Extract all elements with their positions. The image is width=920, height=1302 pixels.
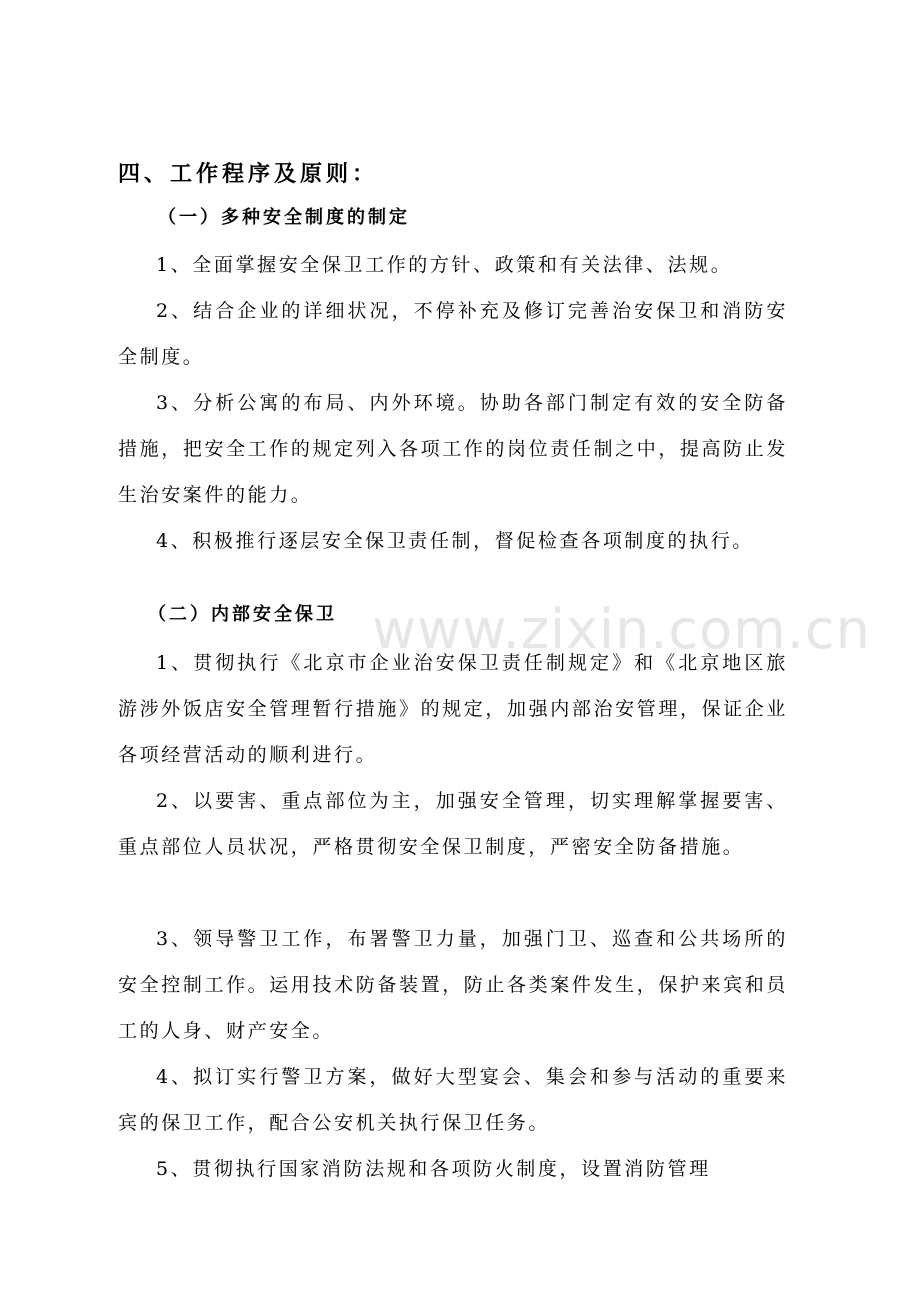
subsection-heading-1: （一）多种安全制度的制定: [158, 207, 410, 228]
paragraph-2-3: 3、领导警卫工作，布署警卫力量，加强门卫、巡查和公共场所的安全控制工作。运用技术防备装置，防止各类案件发生，保护来宾和员工的人身、财产安全。: [118, 928, 788, 1042]
paragraph-2-5: 5、贯彻执行国家消防法规和各项防火制度，设置消防管理: [156, 1158, 711, 1180]
paragraph-2-1: 1、贯彻执行《北京市企业治安保卫责任制规定》和《北京地区旅游涉外饭店安全管理暂行措施》的规定，加强内部治安管理，保证企业各项经营活动的顺利进行。: [118, 652, 788, 766]
section-title: 四、工作程序及原则：: [118, 162, 379, 187]
subsection-heading-2: （二）内部安全保卫: [148, 604, 337, 625]
watermark: www.zixin.com.cn: [372, 598, 871, 661]
paragraph-1-1: 1、全面掌握安全保卫工作的方针、政策和有关法律、法规。: [156, 254, 733, 276]
paragraph-2-4: 4、拟订实行警卫方案，做好大型宴会、集会和参与活动的重要来宾的保卫工作，配合公安机关执行保卫任务。: [118, 1066, 788, 1134]
paragraph-1-4: 4、积极推行逐层安全保卫责任制，督促检查各项制度的执行。: [156, 530, 754, 552]
paragraph-1-2: 2、结合企业的详细状况，不停补充及修订完善治安保卫和消防安全制度。: [118, 300, 788, 368]
paragraph-2-2: 2、以要害、重点部位为主，加强安全管理，切实理解掌握要害、重点部位人员状况，严格贯彻安全保卫制度，严密安全防备措施。: [118, 790, 788, 858]
paragraph-1-3: 3、分析公寓的布局、内外环境。协助各部门制定有效的安全防备措施，把安全工作的规定列入各项工作的岗位责任制之中，提高防止发生治安案件的能力。: [118, 392, 788, 506]
